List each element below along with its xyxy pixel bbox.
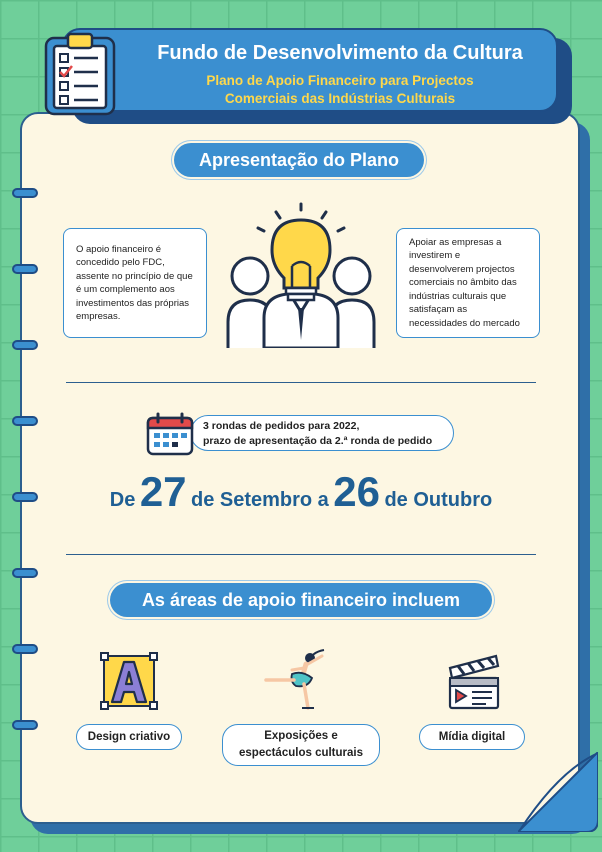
info-box-left [63,228,207,338]
end-day: 26 [333,468,380,515]
binder-ring [12,340,38,350]
area-label-exhibitions [222,724,380,766]
clipboard-checklist-icon [42,30,120,116]
rounds-line-2: prazo de apresentação da 2.ª ronda de pedido [203,435,433,447]
binder-ring [12,188,38,198]
start-day: 27 [139,468,187,515]
subtitle-line-2: Comerciais das Indústrias Culturais [224,91,456,106]
exhibitions-line-1: Exposições e [264,730,338,742]
rounds-line-1: 3 rondas de pedidos para 2022, [203,420,360,432]
ballerina-icon [262,648,334,710]
subtitle-line-1: Plano de Apoio Financeiro para Projectos [206,73,474,88]
area-label-design: Design criativo [76,724,182,750]
info-text-right: Apoiar as empresas a investirem e desenvolverem projectos comerciais no âmbito das indústrias culturais que satisfaçam as necessidades do mercado [409,236,520,329]
page-title: Fundo de Desenvolvimento da Cultura [157,42,523,64]
binder-ring [12,264,38,274]
dates-prefix: De [109,489,136,511]
rounds-info-box [190,415,454,451]
section-heading-areas: As áreas de apoio financeiro incluem [110,583,492,617]
page-curl-corner [518,752,598,832]
page-subtitle [130,72,550,108]
clapperboard-video-icon [446,652,502,710]
info-box-right [396,228,540,338]
end-month: de Outubro [384,489,493,511]
info-text-left: O apoio financeiro é concedido pelo FDC, assente no princípio de que é um complemento aos investimentos das próprias empresas. [76,243,193,322]
section-divider [66,382,536,383]
binder-ring [12,720,38,730]
section-divider [66,554,536,555]
binder-ring [12,568,38,578]
deadline-dates [0,468,602,516]
section-heading-plan: Apresentação do Plano [174,143,424,177]
binder-ring [12,644,38,654]
start-month: de Setembro a [190,489,329,511]
exhibitions-line-2: espectáculos culturais [239,747,363,759]
calendar-icon [146,412,196,456]
binder-ring [12,416,38,426]
letter-a-design-icon [100,652,158,710]
area-label-digital-media: Mídia digital [419,724,525,750]
lightbulb-people-icon [226,200,376,348]
